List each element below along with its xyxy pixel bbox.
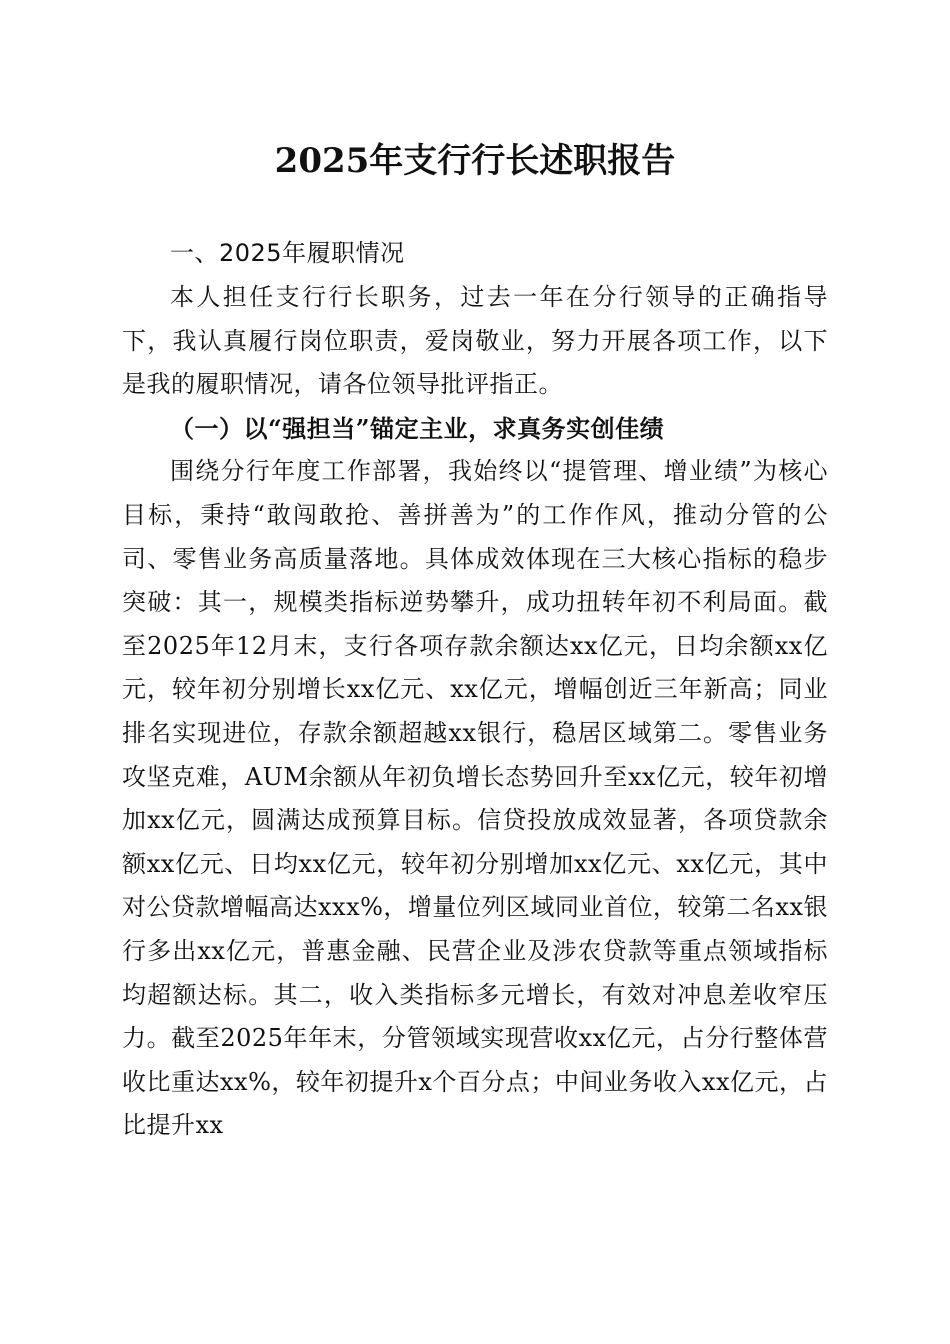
paragraph: 围绕分行年度工作部署，我始终以“提管理、增业绩”为核心目标，秉持“敢闯敢抢、善拼善为”的工作作风，推动分管的公司、零售业务高质量落地。具体成效体现在三大核心指标的稳步突破：其一，规模类指标逆势攀升，成功扭转年初不利局面。截至2025年12月末，支行各项存款余额达xx亿元，日均余额xx亿元，较年初分别增长xx亿元、xx亿元，增幅创近三年新高；同业排名实现进位，存款余额超越xx银行，稳居区域第二。零售业务攻坚克难，AUM余额从年初负增长态势回升至xx亿元，较年初增加xx亿元，圆满达成预算目标。信贷投放成效显著，各项贷款余额xx亿元、日均xx亿元，较年初分别增加xx亿元、xx亿元，其中对公贷款增幅高达xxx%，增量位列区域同业首位，较第二名xx银行多出xx亿元，普惠金融、民营企业及涉农贷款等重点领域指标均超额达标。其二，收入类指标多元增长，有效对冲息差收窄压力。截至2025年年末，分管领域实现营收xx亿元，占分行整体营收比重达xx%，较年初提升x个百分点；中间业务收入xx亿元，占比提升xx (122, 457, 828, 1140)
document-title: 2025年支行行长述职报告 (274, 141, 676, 181)
document-body (122, 233, 828, 1148)
paragraph: 本人担任支行行长职务，过去一年在分行领导的正确指导下，我认真履行岗位职责，爱岗敬业，努力开展各项工作，以下是我的履职情况，请各位领导批评指正。 (122, 283, 828, 399)
subsection-heading: （一）以“强担当”锚定主业，求真务实创佳绩 (170, 413, 665, 443)
section-heading: 一、2025年履职情况 (170, 239, 405, 267)
